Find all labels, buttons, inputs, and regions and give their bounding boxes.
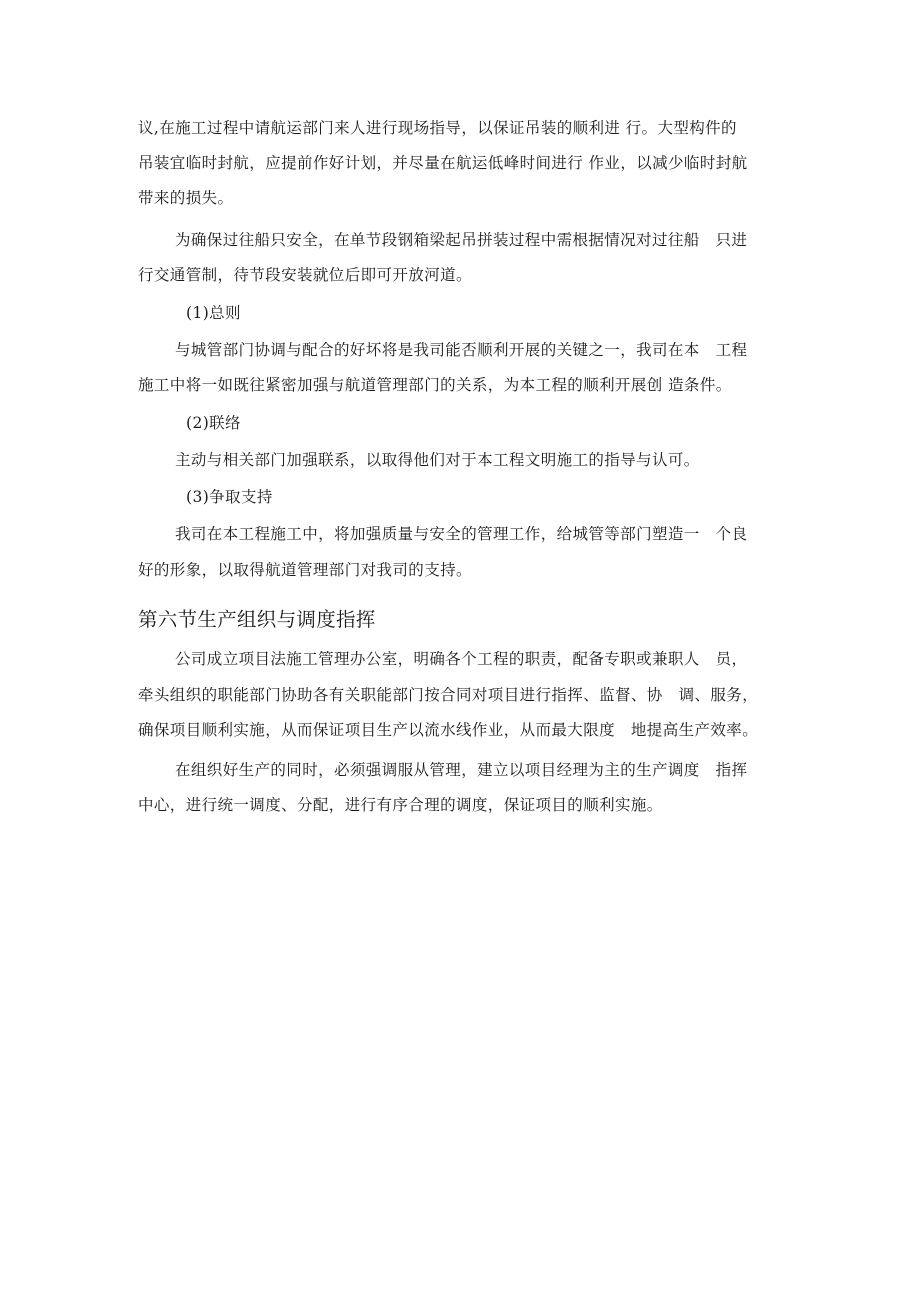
paragraph-line: 与城管部门协调与配合的好坏将是我司能否顺利开展的关键之一，我司在本 工程 — [175, 341, 748, 359]
section-title: 第六节生产组织与调度指挥 — [138, 608, 376, 631]
paragraph-line: 中心，进行统一调度、分配，进行有序合理的调度，保证项目的顺利实施。 — [138, 796, 663, 814]
paragraph-line: 公司成立项目法施工管理办公室，明确各个工程的职责，配备专职或兼职人 员， — [175, 650, 748, 668]
paragraph-line: 施工中将一如既往紧密加强与航道管理部门的关系，为本工程的顺利开展创 造条件。 — [138, 376, 732, 394]
paragraph-line: 行交通管制，待节段安装就位后即可开放河道。 — [138, 266, 472, 284]
paragraph-line: 牵头组织的职能部门协助各有关职能部门按合同对项目进行指挥、监督、协 调、服务， — [138, 686, 759, 704]
paragraph-line: 确保项目顺利实施，从而保证项目生产以流水线作业，从而最大限度 地提高生产效率。 — [138, 721, 759, 739]
paragraph-line: 我司在本工程施工中，将加强质量与安全的管理工作，给城管等部门塑造一 个良 — [175, 525, 748, 543]
paragraph-line: 带来的损失。 — [138, 189, 234, 207]
paragraph-line: 在组织好生产的同时，必须强调服从管理，建立以项目经理为主的生产调度 指挥 — [175, 761, 748, 779]
paragraph-line: 好的形象，以取得航道管理部门对我司的支持。 — [138, 561, 472, 579]
paragraph-line: 议,在施工过程中请航运部门来人进行现场指导，以保证吊装的顺利进 行。大型构件的 — [138, 119, 737, 137]
paragraph-line: 吊装宜临时封航，应提前作好计划，并尽量在航运低峰时间进行 作业，以减少临时封航 — [138, 154, 748, 172]
paragraph-line: 主动与相关部门加强联系，以取得他们对于本工程文明施工的指导与认可。 — [175, 451, 700, 469]
subsection-heading: (1)总则 — [186, 304, 241, 322]
subsection-heading: (3)争取支持 — [186, 488, 273, 506]
paragraph-line: 为确保过往船只安全，在单节段钢箱梁起吊拼装过程中需根据情况对过往船 只进 — [175, 231, 748, 249]
subsection-heading: (2)联络 — [186, 414, 241, 432]
